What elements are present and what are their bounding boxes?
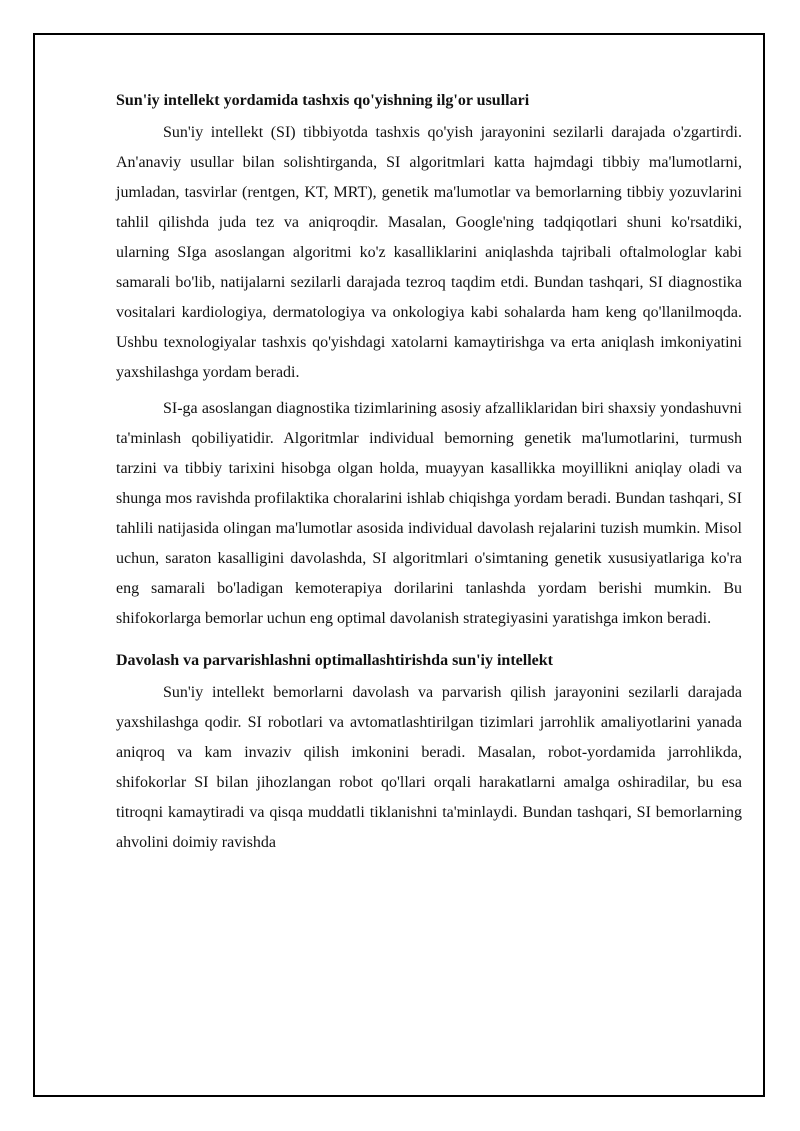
section-heading-treatment: Davolash va parvarishlashni optimallashtirishda sun'iy intellekt (116, 652, 553, 669)
paragraph-treatment-1: Sun'iy intellekt bemorlarni davolash va parvarish qilish jarayonini sezilarli darajada yaxshilashga qodir. SI robotlari va avtomatlashtirilgan tizimlari jarrohlik amaliyotlarini yanada aniqroq va kam invaziv qilish imkonini beradi. Masalan, robot-yordamida jarrohlikda, shifokorlar SI bilan jihozlangan robot qo'llari orqali harakatlarni amalga oshiradilar, bu esa titroqni kamaytiradi va qisqa muddatli tiklanishni ta'minlaydi. Bundan tashqari, SI bemorlarning ahvolini doimiy ravishda (116, 684, 742, 851)
paragraph-diagnosis-2: SI-ga asoslangan diagnostika tizimlarining asosiy afzalliklaridan biri shaxsiy yondashuvni ta'minlash qobiliyatidir. Algoritmlar individual bemorning genetik ma'lumotlarini, turmush tarzini va tibbiy tarixini hisobga olgan holda, muayyan kasallikka moyillikni aniqlay oladi va shunga mos ravishda profilaktika choralarini ishlab chiqishga yordam beradi. Bundan tashqari, SI tahlili natijasida olingan ma'lumotlar asosida individual davolash rejalarini tuzish mumkin. Misol uchun, saraton kasalligini davolashda, SI algoritmlari o'simtaning genetik xususiyatlariga ko'ra eng samarali bo'ladigan kemoterapiya dorilarini tanlashda yordam berishi mumkin. Bu shifokorlarga bemorlar uchun eng optimal davolanish strategiyasini yaratishga imkon beradi. (116, 400, 742, 627)
document-body (116, 80, 742, 864)
section-heading-diagnosis: Sun'iy intellekt yordamida tashxis qo'yishning ilg'or usullari (116, 92, 530, 109)
paragraph-diagnosis-1: Sun'iy intellekt (SI) tibbiyotda tashxis qo'yish jarayonini sezilarli darajada o'zgartirdi. An'anaviy usullar bilan solishtirganda, SI algoritmlari katta hajmdagi tibbiy ma'lumotlarni, jumladan, tasvirlar (rentgen, KT, MRT), genetik ma'lumotlar va bemorlarning tibbiy yozuvlarini tahlil qilishda juda tez va aniqroqdir. Masalan, Google'ning tadqiqotlari shuni ko'rsatdiki, ularning SIga asoslangan algoritmi ko'z kasalliklarini aniqlashda tajribali oftalmologlar kabi samarali bo'lib, natijalarni sezilarli darajada tezroq taqdim etdi. Bundan tashqari, SI diagnostika vositalari kardiologiya, dermatologiya va onkologiya kabi sohalarda ham keng qo'llanilmoqda. Ushbu texnologiyalar tashxis qo'yishdagi xatolarni kamaytirishga va erta aniqlash imkoniyatini yaxshilashga yordam beradi. (116, 124, 742, 381)
